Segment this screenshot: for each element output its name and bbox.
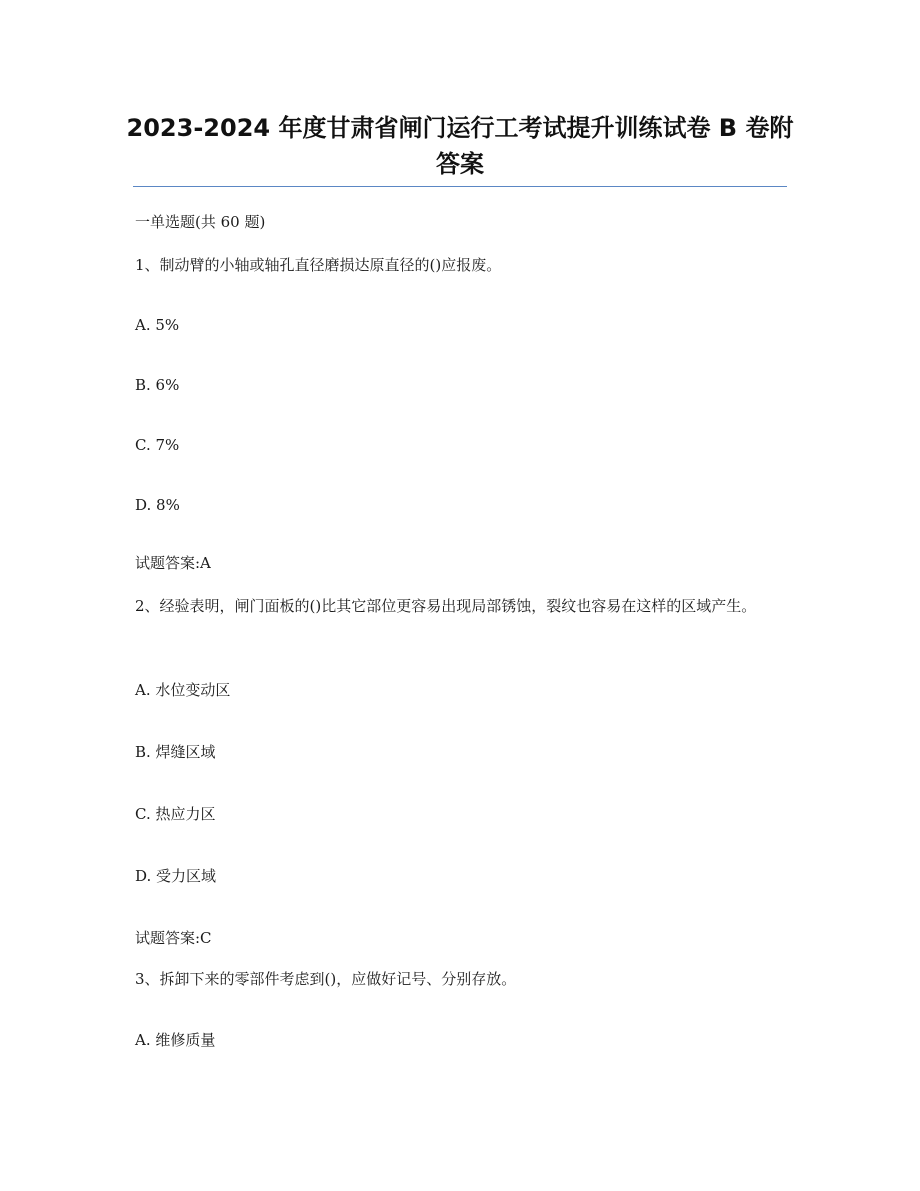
question-1-option-c: C. 7% bbox=[135, 436, 180, 454]
question-2-option-d: D. 受力区域 bbox=[135, 867, 217, 885]
question-1-stem: 1、制动臂的小轴或轴孔直径磨损达原直径的()应报废。 bbox=[135, 256, 502, 274]
question-2-answer: 试题答案:C bbox=[135, 929, 212, 947]
question-2-stem: 2、经验表明，闸门面板的()比其它部位更容易出现局部锈蚀，裂纹也容易在这样的区域产生。 bbox=[135, 597, 757, 615]
title-divider bbox=[133, 186, 787, 187]
question-2-option-b: B. 焊缝区域 bbox=[135, 743, 216, 761]
question-2-option-a: A. 水位变动区 bbox=[135, 681, 231, 699]
question-1-answer: 试题答案:A bbox=[135, 554, 211, 572]
question-3-stem: 3、拆卸下来的零部件考虑到()，应做好记号、分别存放。 bbox=[135, 970, 517, 988]
section-heading: 一单选题(共 60 题) bbox=[135, 213, 266, 231]
question-1-option-d: D. 8% bbox=[135, 496, 180, 514]
question-3-option-a: A. 维修质量 bbox=[135, 1031, 216, 1049]
question-1-option-a: A. 5% bbox=[135, 316, 180, 334]
question-2-option-c: C. 热应力区 bbox=[135, 805, 216, 823]
question-1-option-b: B. 6% bbox=[135, 376, 180, 394]
document-title: 2023-2024 年度甘肃省闸门运行工考试提升训练试卷 B 卷附答案 bbox=[126, 114, 794, 178]
